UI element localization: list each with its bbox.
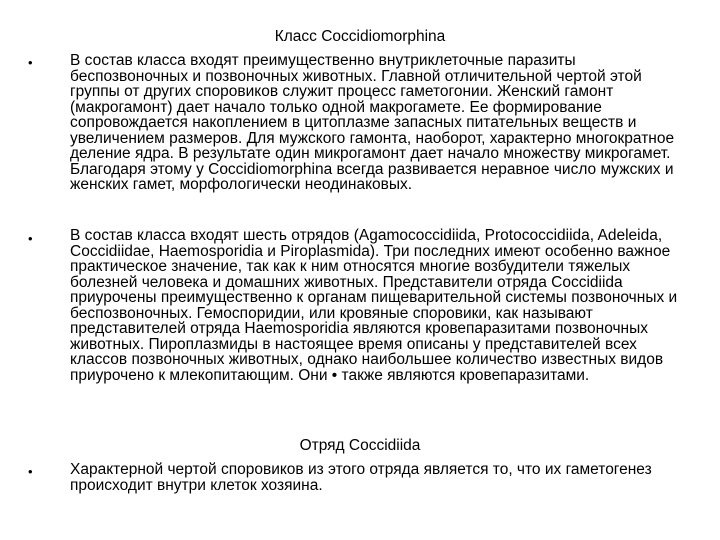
bullet-text: Характерной чертой споровиков из этого отряда является то, что их гаметогенез происходит внутри клеток хозяина. — [70, 461, 652, 494]
bullet-text: В состав класса входят преимущественно внутриклеточные паразиты беспозвоночных и позвоночных животных. Главной отличительной чертой этой группы от других споровиков служит процесс гаметогонии. Женский гамонт (макрогамонт) дает начало только одной макрогамете. Ее формирование сопровождается накоплением в цитоплазме запасных питательных веществ и увеличением размеров. Для мужского гамонта, наоборот, характерно многократное деление ядра. В результате один микрогамонт дает начало множеству микрогамет. Благодаря этому у Coccidiomorphina всегда развивается неравное число мужских и женских гамет, морфологически неодинаковых. — [70, 52, 675, 193]
section-subheading: Отряд Coccidiida — [299, 437, 421, 454]
bullet-marker: • — [28, 231, 33, 246]
bullet-marker: • — [28, 55, 33, 70]
bullet-text: В состав класса входят шесть отрядов (Agamococcidiida, Protococcidiida, Adeleida, Coccidiidae, Haemosporidia и Piroplasmida). Три последних имеют особенно важное практическое значение, так как к ним относятся многие возбудители тяжелых болезней человека и домашних животных. Представители отряда Coccidiida приурочены преимущественно к органам пищеварительной системы позвоночных и беспозвоночных. Гемоспоридии, или кровяные споровики, как называют представителей отряда Haemosporidia являются кровепаразитами позвоночных животных. Пироплазмиды в настоящее время описаны у представителей всех классов позвоночных животных, однако наибольшее количество известных видов приурочено к млекопитающим. Они • также являются кровепаразитами. — [70, 227, 678, 384]
slide-title: Класс Coccidiomorphina — [274, 28, 446, 45]
bullet-marker: • — [28, 464, 33, 479]
